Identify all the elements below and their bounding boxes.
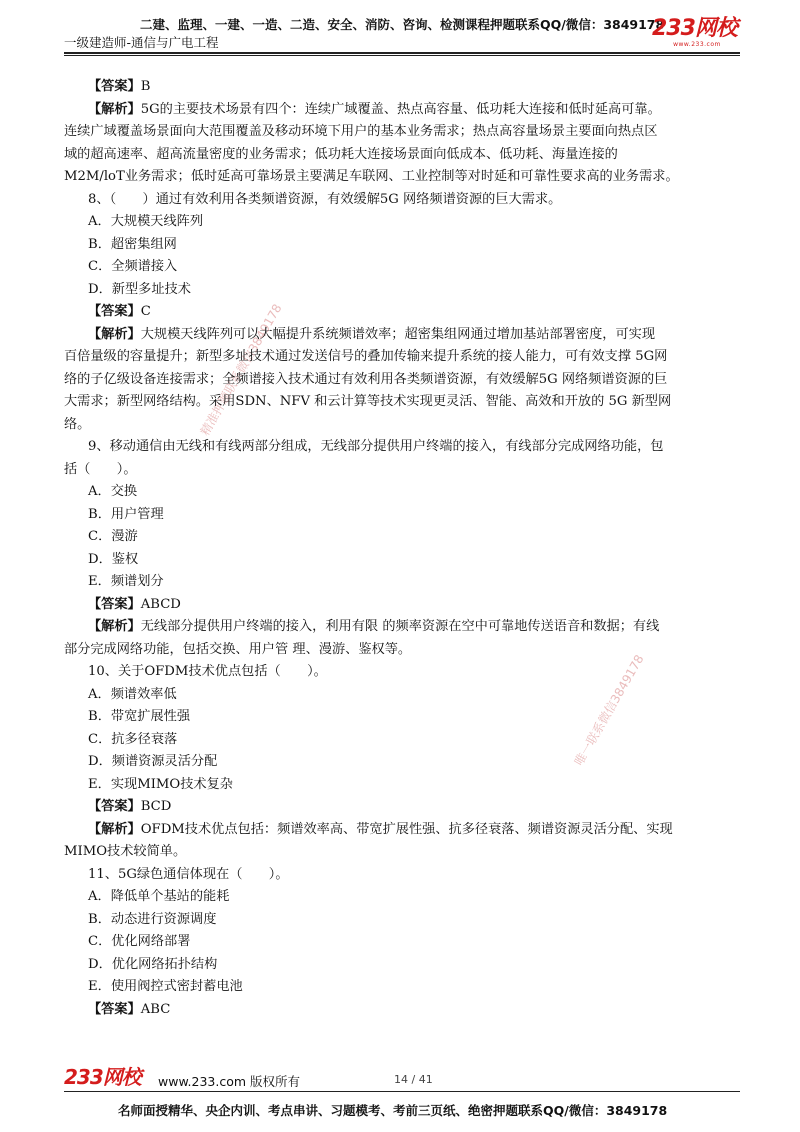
text-line-content: D．鉴权 <box>88 551 139 567</box>
text-line <box>64 324 740 347</box>
text-line <box>64 144 740 167</box>
text-line <box>64 954 740 977</box>
analysis-label: 【解析】 <box>88 619 141 634</box>
answer-label: 【答案】 <box>88 596 141 612</box>
text-line-content: 5G的主要技术场景有四个：连续广域覆盖、热点高容量、低功耗大连接和低时延高可靠。 <box>140 101 661 117</box>
text-line <box>64 166 740 189</box>
text-line <box>64 369 740 392</box>
footer-slogan: 名师面授精华、央企内训、考点串讲、习题模考、考前三页纸、绝密押题联系QQ/微信：3849178 <box>118 1103 668 1118</box>
text-line <box>64 909 740 932</box>
text-line <box>64 841 740 864</box>
text-line-content: 大规模天线阵列可以大幅提升系统频谱效率；超密集组网通过增加基站部署密度，可实现 <box>140 326 656 342</box>
header-logo[interactable] <box>652 18 742 48</box>
text-line <box>64 751 740 774</box>
header-logo-url: www.233.com <box>673 41 721 48</box>
text-line <box>64 549 740 572</box>
text-line-content: C．全频谱接入 <box>88 259 178 274</box>
text-line <box>64 526 740 549</box>
text-line <box>64 976 740 999</box>
text-line-content: OFDM技术优点包括：频谱效率高、带宽扩展性强、抗多径衰落、频谱资源灵活分配、实现 <box>140 821 673 837</box>
text-line-content: 10、关于OFDM技术优点包括（ ）。 <box>88 664 327 679</box>
footer-copyright: www.233.com 版权所有 <box>158 1074 300 1089</box>
text-line-content: 8、（ ）通过有效利用各类频谱资源，有效缓解5G 网络频谱资源的巨大需求。 <box>88 191 562 207</box>
text-line-content: MIMO技术较简单。 <box>64 844 187 859</box>
header-divider <box>64 52 740 54</box>
text-line-content: 11、5G绿色通信体现在（ ）。 <box>88 866 289 882</box>
answer-label: 【答案】 <box>88 304 141 319</box>
text-line <box>64 706 740 729</box>
document-body <box>64 76 740 1021</box>
text-line-content: C．优化网络部署 <box>88 934 191 949</box>
text-line <box>64 481 740 504</box>
text-line-content: C．抗多径衰落 <box>88 731 178 747</box>
text-line-content: 部分完成网络功能，包括交换、用户管 理、漫游、鉴权等。 <box>64 641 412 657</box>
text-line-content: ABC <box>140 1001 171 1017</box>
text-line-content: A．频谱效率低 <box>88 686 177 702</box>
text-line-content: M2M/loT业务需求；低时延高可靠场景主要满足车联网、工业控制等对时延和可靠性要求高的业务需求。 <box>64 169 679 184</box>
text-line-content: E．使用阀控式密封蓄电池 <box>88 979 243 994</box>
text-line <box>64 571 740 594</box>
header-logo-text: 233网校 <box>652 16 737 41</box>
text-line <box>64 189 740 212</box>
text-line-content: A．降低单个基站的能耗 <box>88 889 230 904</box>
text-line-content: E．频谱划分 <box>88 574 164 589</box>
text-line <box>64 391 740 414</box>
text-line <box>64 234 740 257</box>
text-line-content: C <box>140 304 151 319</box>
text-line-content: 无线部分提供用户终端的接入，利用有限 的频率资源在空中可靠地传送语音和数据；有线 <box>140 619 660 634</box>
text-line <box>64 436 740 459</box>
text-line <box>64 819 740 842</box>
header-subject: 一级建造师-通信与广电工程 <box>64 35 219 50</box>
page-header <box>0 0 800 56</box>
text-line-content: E．实现MIMO技术复杂 <box>88 776 233 792</box>
text-line <box>64 301 740 324</box>
watermark: 唯一联系微信3849178 <box>571 652 647 768</box>
text-line-content: 络。 <box>64 416 91 432</box>
text-line-content: D．优化网络拓扑结构 <box>88 956 218 972</box>
text-line-content: B．用户管理 <box>88 506 164 522</box>
header-contact-line: 二建、监理、一建、一造、二造、安全、消防、咨询、检测课程押题联系QQ/微信：3849178 <box>140 17 665 32</box>
text-line-content: 百倍量级的容量提升；新型多址技术通过发送信号的叠加传输来提升系统的接人能力，可有效支撑 5G网 <box>64 349 668 364</box>
text-line <box>64 279 740 302</box>
text-line <box>64 256 740 279</box>
text-line <box>64 616 740 639</box>
text-line <box>64 931 740 954</box>
footer-logo-text: 233网校 <box>64 1065 141 1089</box>
text-line-content: A．交换 <box>88 484 138 499</box>
analysis-label: 【解析】 <box>88 326 141 342</box>
footer-divider <box>64 1091 740 1092</box>
text-line <box>64 864 740 887</box>
text-line <box>64 661 740 684</box>
text-line <box>64 594 740 617</box>
text-line-content: A．大规模天线阵列 <box>88 214 204 229</box>
text-line-content: D．新型多址技术 <box>88 281 191 297</box>
page-number: 14 / 41 <box>394 1073 433 1086</box>
text-line <box>64 99 740 122</box>
answer-label: 【答案】 <box>88 1001 141 1017</box>
text-line-content: 大需求；新型网络结构。采用SDN、NFV 和云计算等技术实现更灵活、智能、高效和开放的 5G 新型网 <box>64 394 672 409</box>
text-line-content: 连续广域覆盖场景面向大范围覆盖及移动环境下用户的基本业务需求；热点高容量场景主要面向热点区 <box>64 124 658 139</box>
text-line <box>64 76 740 99</box>
text-line <box>64 684 740 707</box>
text-line <box>64 774 740 797</box>
text-line <box>64 796 740 819</box>
text-line-content: C．漫游 <box>88 529 138 544</box>
text-line-content: 络的子亿级设备连接需求；全频谱接入技术通过有效利用各类频谱资源，有效缓解5G 网络频谱资源的巨 <box>64 371 668 387</box>
text-line-content: B．动态进行资源调度 <box>88 911 217 927</box>
analysis-label: 【解析】 <box>88 101 141 117</box>
text-line-content: B．带宽扩展性强 <box>88 709 191 724</box>
watermark: 精准押题联系微信3849178 <box>197 301 285 438</box>
text-line <box>64 414 740 437</box>
text-line <box>64 211 740 234</box>
text-line-content: D．频谱资源灵活分配 <box>88 754 218 769</box>
text-line-content: 括（ ）。 <box>64 461 137 477</box>
text-line <box>64 886 740 909</box>
text-line-content: B．超密集组网 <box>88 236 177 252</box>
text-line-content: 9、移动通信由无线和有线两部分组成，无线部分提供用户终端的接入，有线部分完成网络功能，包 <box>88 439 664 454</box>
text-line <box>64 729 740 752</box>
answer-label: 【答案】 <box>88 79 141 94</box>
header-divider-thin <box>64 55 740 56</box>
text-line <box>64 504 740 527</box>
text-line <box>64 121 740 144</box>
page-footer <box>0 1062 800 1132</box>
analysis-label: 【解析】 <box>88 821 141 837</box>
text-line <box>64 459 740 482</box>
text-line <box>64 639 740 662</box>
text-line <box>64 346 740 369</box>
footer-logo[interactable] <box>64 1066 141 1088</box>
text-line <box>64 999 740 1022</box>
text-line-content: B <box>140 79 151 94</box>
text-line-content: ABCD <box>140 596 181 612</box>
answer-label: 【答案】 <box>88 799 141 814</box>
text-line-content: BCD <box>140 799 172 814</box>
text-line-content: 域的超高速率、超高流量密度的业务需求；低功耗大连接场景面向低成本、低功耗、海量连接的 <box>64 146 618 162</box>
